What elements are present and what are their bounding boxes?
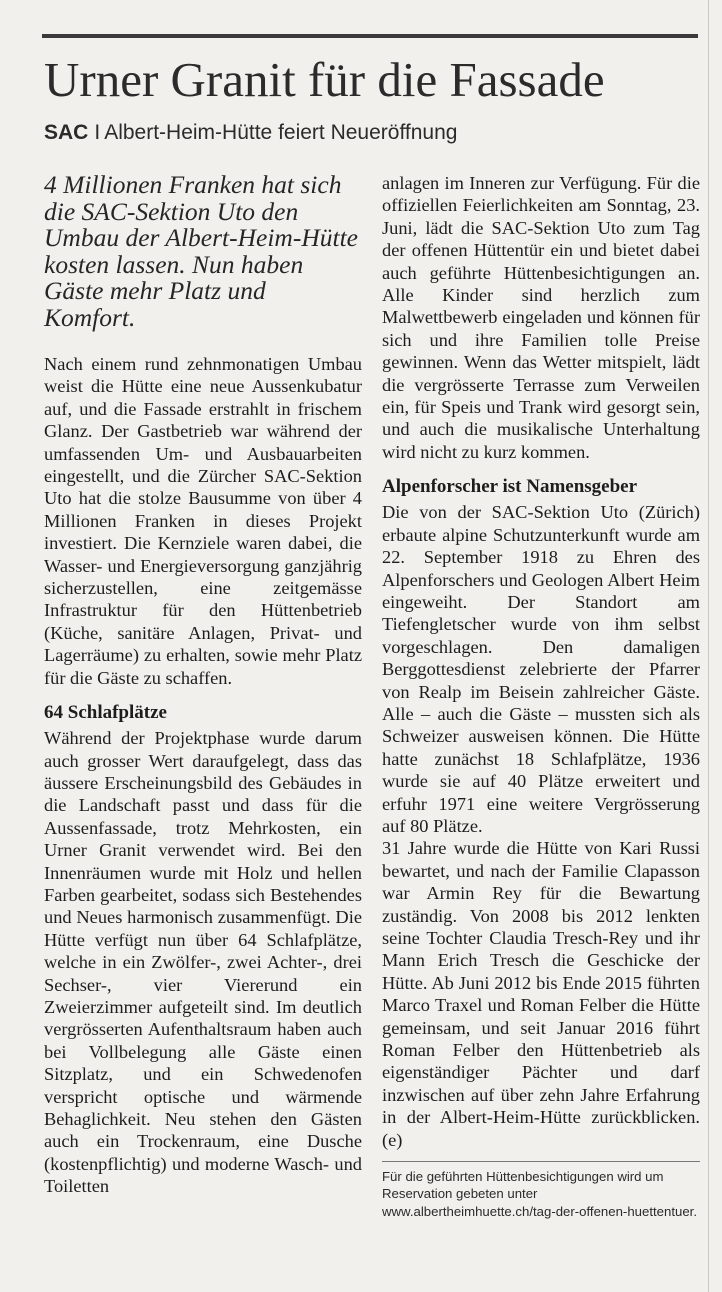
column-right bbox=[382, 172, 700, 1220]
paragraph-schlafplaetze-part-2: anlagen im Inneren zur Verfügung. Für die offiziellen Feierlichkeiten am Sonntag, 23. Juni, lädt die SAC-Sektion Uto zum Tag der offenen Hüttentür ein und bietet dabei auch geführte Hüttenbesichtigungen an. Alle Kinder sind herzlich zum Malwettbewerb eingeladen und können für sich und ihre Familien tolle Preise gewinnen. Wenn das Wetter mitspielt, lädt die vergrösserte Terrasse zum Verweilen ein, für Speis und Trank wird gesorgt sein, und auch die musikalische Unterhaltung wird nicht zu kurz kommen. bbox=[382, 173, 700, 462]
section-kicker: SAC bbox=[44, 121, 89, 144]
article-lead: 4 Millionen Franken hat sich die SAC-Sektion Uto den Umbau der Albert-Heim-Hütte kosten lassen. Nun haben Gäste mehr Platz und Komfort. bbox=[44, 170, 358, 332]
paragraph-schlafplaetze-part-1: Während der Projektphase wurde darum auch grosser Wert daraufgelegt, dass das äussere Erscheinungsbild des Gebäudes in die Landschaft passt und dass für die Aussenfassade, trotz Mehrkosten, ein Urner Granit verwendet wird. Bei den Innenräumen wurde mit Holz und hellen Farben gearbeitet, sodass sich Bestehendes und Neues harmonisch zusammenfügt. Die Hütte verfügt nun über 64 Schlafplätze, welche in ein Zwölfer-, zwei Achter-, drei Sechser-, vier Viererund ein Zweierzimmer aufgeteilt sind. Im deutlich vergrösserten Aufenthaltsraum haben auch bei Vollbelegung alle Gäste einen Sitzplatz, und ein Schwedenofen verspricht optische und wärmende Behaglichkeit. Neu stehen den Gästen auch ein Trockenraum, eine Dusche (kostenpflichtig) und moderne Wasch- und Toiletten bbox=[44, 728, 362, 1197]
page-edge bbox=[708, 0, 709, 1292]
article-subtitle: Albert-Heim-Hütte feiert Neueröffnung bbox=[104, 121, 458, 144]
column-left bbox=[44, 172, 362, 1198]
paragraph-schlafplaetze-continued bbox=[382, 172, 700, 463]
subheading-schlafplaetze: 64 Schlafplätze bbox=[44, 702, 167, 724]
paragraph-history: Die von der SAC-Sektion Uto (Zürich) erbaute alpine Schutzunterkunft wurde am 22. September 1918 zu Ehren des Alpenforschers und Geologen Albert Heim eingeweiht. Der Standort am Tiefengletscher wurde von ihm selbst vorgeschlagen. Den damaligen Berggottesdienst zelebrierte der Pfarrer von Realp im Beisein zahlreicher Gäste. Alle – auch die Gäste – mussten sich als Schweizer ausweisen können. Die Hütte hatte zunächst 18 Schlafplätze, 1936 wurde sie auf 40 Plätze erweitert und erfuhr 1971 eine weitere Vergrösserung auf 80 Plätze. bbox=[382, 502, 700, 836]
reservation-footnote: Für die geführten Hüttenbesichtigungen wird um Reservation gebeten unter www.albertheimhuette.ch/tag-der-offenen-huettentuer. bbox=[382, 1169, 697, 1219]
subheading-namensgeber: Alpenforscher ist Namensgeber bbox=[382, 476, 638, 498]
article-headline: Urner Granit für die Fassade bbox=[44, 52, 605, 107]
paragraph-wardens: 31 Jahre wurde die Hütte von Kari Russi bewartet, und nach der Familie Clapasson war Armin Rey für die Bewartung zuständig. Von 2008 bis 2012 lenkten seine Tochter Claudia Tresch-Rey und ihr Mann Erich Tresch die Geschicke der Hütte. Ab Juni 2012 bis Ende 2015 führten Marco Traxel und Roman Felber die Hütte gemeinsam, und seit Januar 2016 führt Roman Felber den Hüttenbetrieb als eigenständiger Pächter und darf inzwischen auf über zehn Jahre Erfahrung in der Albert-Heim-Hütte zurückblicken. (e) bbox=[382, 838, 700, 1150]
article-subhead bbox=[44, 120, 704, 146]
footnote-rule bbox=[382, 1161, 700, 1162]
paragraph-intro: Nach einem rund zehnmonatigen Umbau weist die Hütte eine neue Aussenkubatur auf, und die Fassade erstrahlt in frischem Glanz. Der Gastbetrieb war während der umfassenden Um- und Ausbauarbeiten eingestellt, und die Zürcher SAC-Sektion Uto hat die stolze Bausumme von über 4 Millionen Franken in dieses Projekt investiert. Die Kernziele waren dabei, die Wasser- und Energieversorgung ganzjährig sicherzustellen, eine zeitgemässe Infrastruktur für den Hüttenbetrieb (Küche, sanitäre Anlagen, Privat- und Lagerräume) zu erhalten, sowie mehr Platz für die Gäste zu schaffen. bbox=[44, 354, 362, 688]
paragraph-schlafplaetze bbox=[44, 727, 362, 1198]
header-rule bbox=[42, 34, 698, 38]
kicker-separator: I bbox=[94, 121, 101, 144]
